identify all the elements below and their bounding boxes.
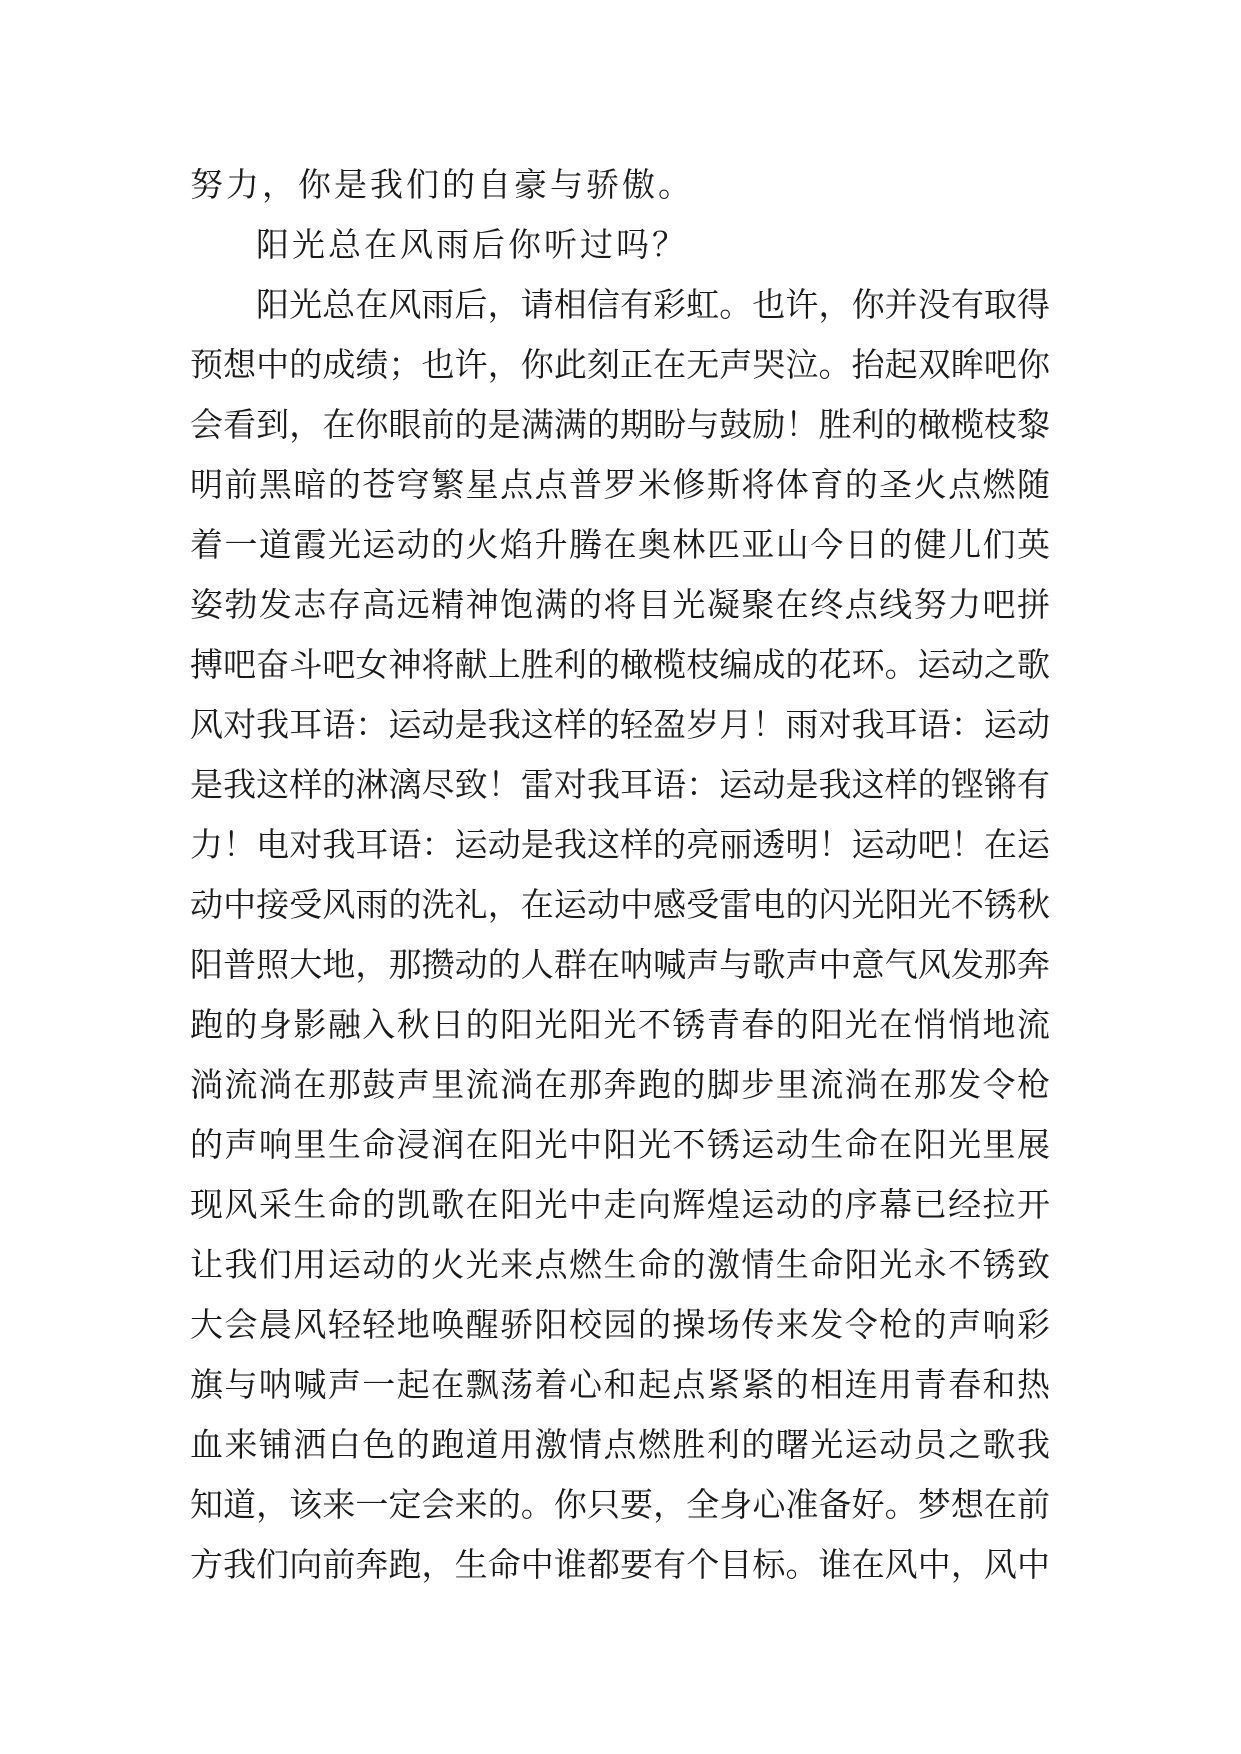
text-line: 是我这样的淋漓尽致！雷对我耳语：运动是我这样的铿锵有 [190, 765, 1050, 804]
text-line: 方我们向前奔跑，生命中谁都要有个目标。谁在风中，风中 [190, 1545, 1050, 1584]
text-line: 努力，你是我们的自豪与骄傲。 [190, 165, 694, 204]
text-line: 大会晨风轻轻地唤醒骄阳校园的操场传来发令枪的声响彩 [190, 1305, 1050, 1344]
text-line: 的声响里生命浸润在阳光中阳光不锈运动生命在阳光里展 [190, 1125, 1050, 1164]
text-line: 阳光总在风雨后，请相信有彩虹。也许，你并没有取得 [256, 285, 1050, 324]
text-line: 现风采生命的凯歌在阳光中走向辉煌运动的序幕已经拉开 [190, 1185, 1050, 1224]
text-line: 知道，该来一定会来的。你只要，全身心准备好。梦想在前 [190, 1485, 1050, 1524]
text-line: 血来铺洒白色的跑道用激情点燃胜利的曙光运动员之歌我 [190, 1425, 1050, 1464]
text-line: 跑的身影融入秋日的阳光阳光不锈青春的阳光在悄悄地流 [190, 1005, 1050, 1044]
text-line: 力！电对我耳语：运动是我这样的亮丽透明！运动吧！在运 [190, 825, 1050, 864]
text-line: 着一道霞光运动的火焰升腾在奥林匹亚山今日的健儿们英 [190, 525, 1050, 564]
text-line: 风对我耳语：运动是我这样的轻盈岁月！雨对我耳语：运动 [190, 705, 1050, 744]
text-line: 明前黑暗的苍穹繁星点点普罗米修斯将体育的圣火点燃随 [190, 465, 1050, 504]
body-text [190, 155, 1050, 1595]
text-line: 阳光总在风雨后你听过吗？ [256, 225, 688, 264]
text-line: 旗与呐喊声一起在飘荡着心和起点紧紧的相连用青春和热 [190, 1365, 1050, 1404]
text-line: 动中接受风雨的洗礼，在运动中感受雷电的闪光阳光不锈秋 [190, 885, 1050, 924]
text-line: 让我们用运动的火光来点燃生命的激情生命阳光永不锈致 [190, 1245, 1050, 1284]
text-line: 淌流淌在那鼓声里流淌在那奔跑的脚步里流淌在那发令枪 [190, 1065, 1050, 1104]
text-line: 搏吧奋斗吧女神将献上胜利的橄榄枝编成的花环。运动之歌 [190, 645, 1050, 684]
text-line: 预想中的成绩；也许，你此刻正在无声哭泣。抬起双眸吧你 [190, 345, 1050, 384]
text-line: 会看到，在你眼前的是满满的期盼与鼓励！胜利的橄榄枝黎 [190, 405, 1050, 444]
text-line: 姿勃发志存高远精神饱满的将目光凝聚在终点线努力吧拼 [190, 585, 1050, 624]
text-line: 阳普照大地，那攒动的人群在呐喊声与歌声中意气风发那奔 [190, 945, 1050, 984]
